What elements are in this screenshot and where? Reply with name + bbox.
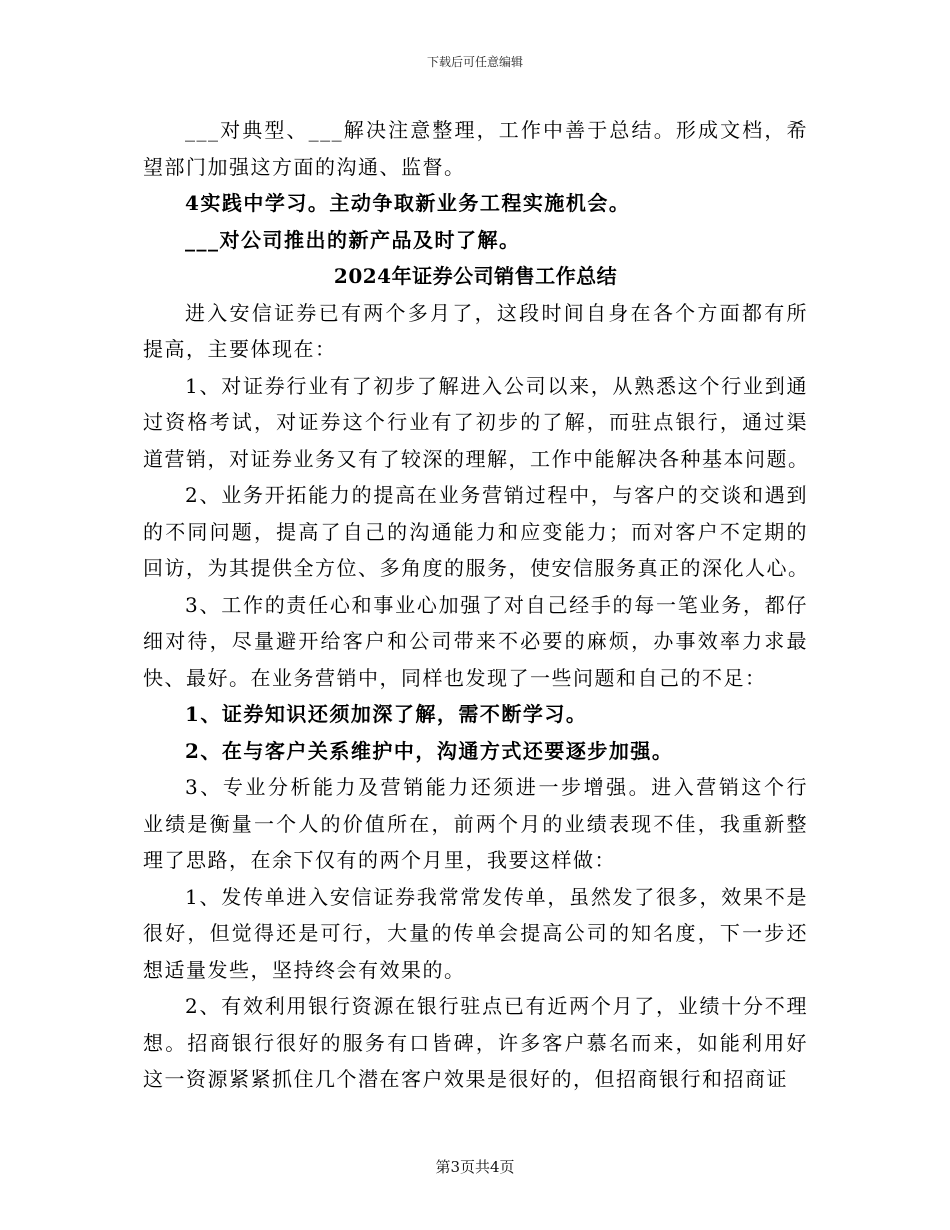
paragraph-first-line: ___对典型、___解决注意整理，工作中善于总结。形成文档，希: [185, 118, 808, 142]
paragraph-line: 业绩是衡量一个人的价值所在，前两个月的业绩表现不佳，我重新整: [143, 811, 808, 836]
paragraph-first-line: 1、证券知识还须加深了解，需不断学习。: [185, 702, 588, 726]
page-header: 下载后可任意编辑: [426, 55, 523, 69]
paragraph-first-line: 2、业务开拓能力的提高在业务营销过程中，与客户的交谈和遇到: [185, 483, 808, 507]
paragraph-line: 望部门加强这方面的沟通、监督。: [143, 154, 466, 179]
paragraph-first-line: 2、在与客户关系维护中，沟通方式还要逐步加强。: [185, 738, 674, 763]
paragraph-first-line: 4实践中学习。主动争取新业务工程实施机会。: [185, 191, 631, 215]
paragraph-line: 道营销，对证券业务又有了较深的理解，工作中能解决各种基本问题。: [143, 446, 810, 471]
paragraph-line: 想适量发些，坚持终会有效果的。: [143, 957, 466, 982]
paragraph-line: 回访，为其提供全方位、多角度的服务，使安信服务真正的深化人心。: [143, 556, 810, 580]
paragraph-first-line: 1、对证券行业有了初步了解进入公司以来，从熟悉这个行业到通: [185, 373, 808, 398]
document-body: [143, 112, 808, 1098]
paragraph-first-line: ___对公司推出的新产品及时了解。: [185, 227, 521, 252]
paragraph-line: 的不同问题，提高了自己的沟通能力和应变能力；而对客户不定期的: [143, 519, 808, 544]
paragraph-first-line: 3、专业分析能力及营销能力还须进一步增强。进入营销这个行: [185, 775, 808, 799]
paragraph-line: 快、最好。在业务营销中，同样也发现了一些问题和自己的不足：: [143, 665, 767, 690]
document-title: 2024年证券公司销售工作总结: [333, 264, 618, 288]
paragraph-line: 提高，主要体现在：: [143, 337, 337, 361]
paragraph-line: 理了思路，在余下仅有的两个月里，我要这样做：: [143, 848, 616, 872]
paragraph-line: 过资格考试，对证券这个行业有了初步的了解，而驻点银行，通过渠: [143, 410, 808, 434]
paragraph-line: 想。招商银行很好的服务有口皆碑，许多客户慕名而来，如能利用好: [143, 1030, 808, 1055]
paragraph-first-line: 2、有效利用银行资源在银行驻点已有近两个月了，业绩十分不理: [185, 994, 808, 1018]
paragraph-first-line: 3、工作的责任心和事业心加强了对自己经手的每一笔业务，都仔: [185, 592, 808, 617]
paragraph-line: 细对待，尽量避开给客户和公司带来不必要的麻烦，办事效率力求最: [143, 629, 808, 653]
paragraph-first-line: 1、发传单进入安信证券我常常发传单，虽然发了很多，效果不是: [185, 884, 808, 909]
paragraph-first-line: 进入安信证券已有两个多月了，这段时间自身在各个方面都有所: [185, 300, 808, 325]
page-footer: 第3页共4页: [435, 1158, 515, 1176]
paragraph-line: 这一资源紧紧抓住几个潜在客户效果是很好的，但招商银行和招商证: [143, 1067, 788, 1091]
paragraph-line: 很好，但觉得还是可行，大量的传单会提高公司的知名度，下一步还: [143, 921, 808, 945]
